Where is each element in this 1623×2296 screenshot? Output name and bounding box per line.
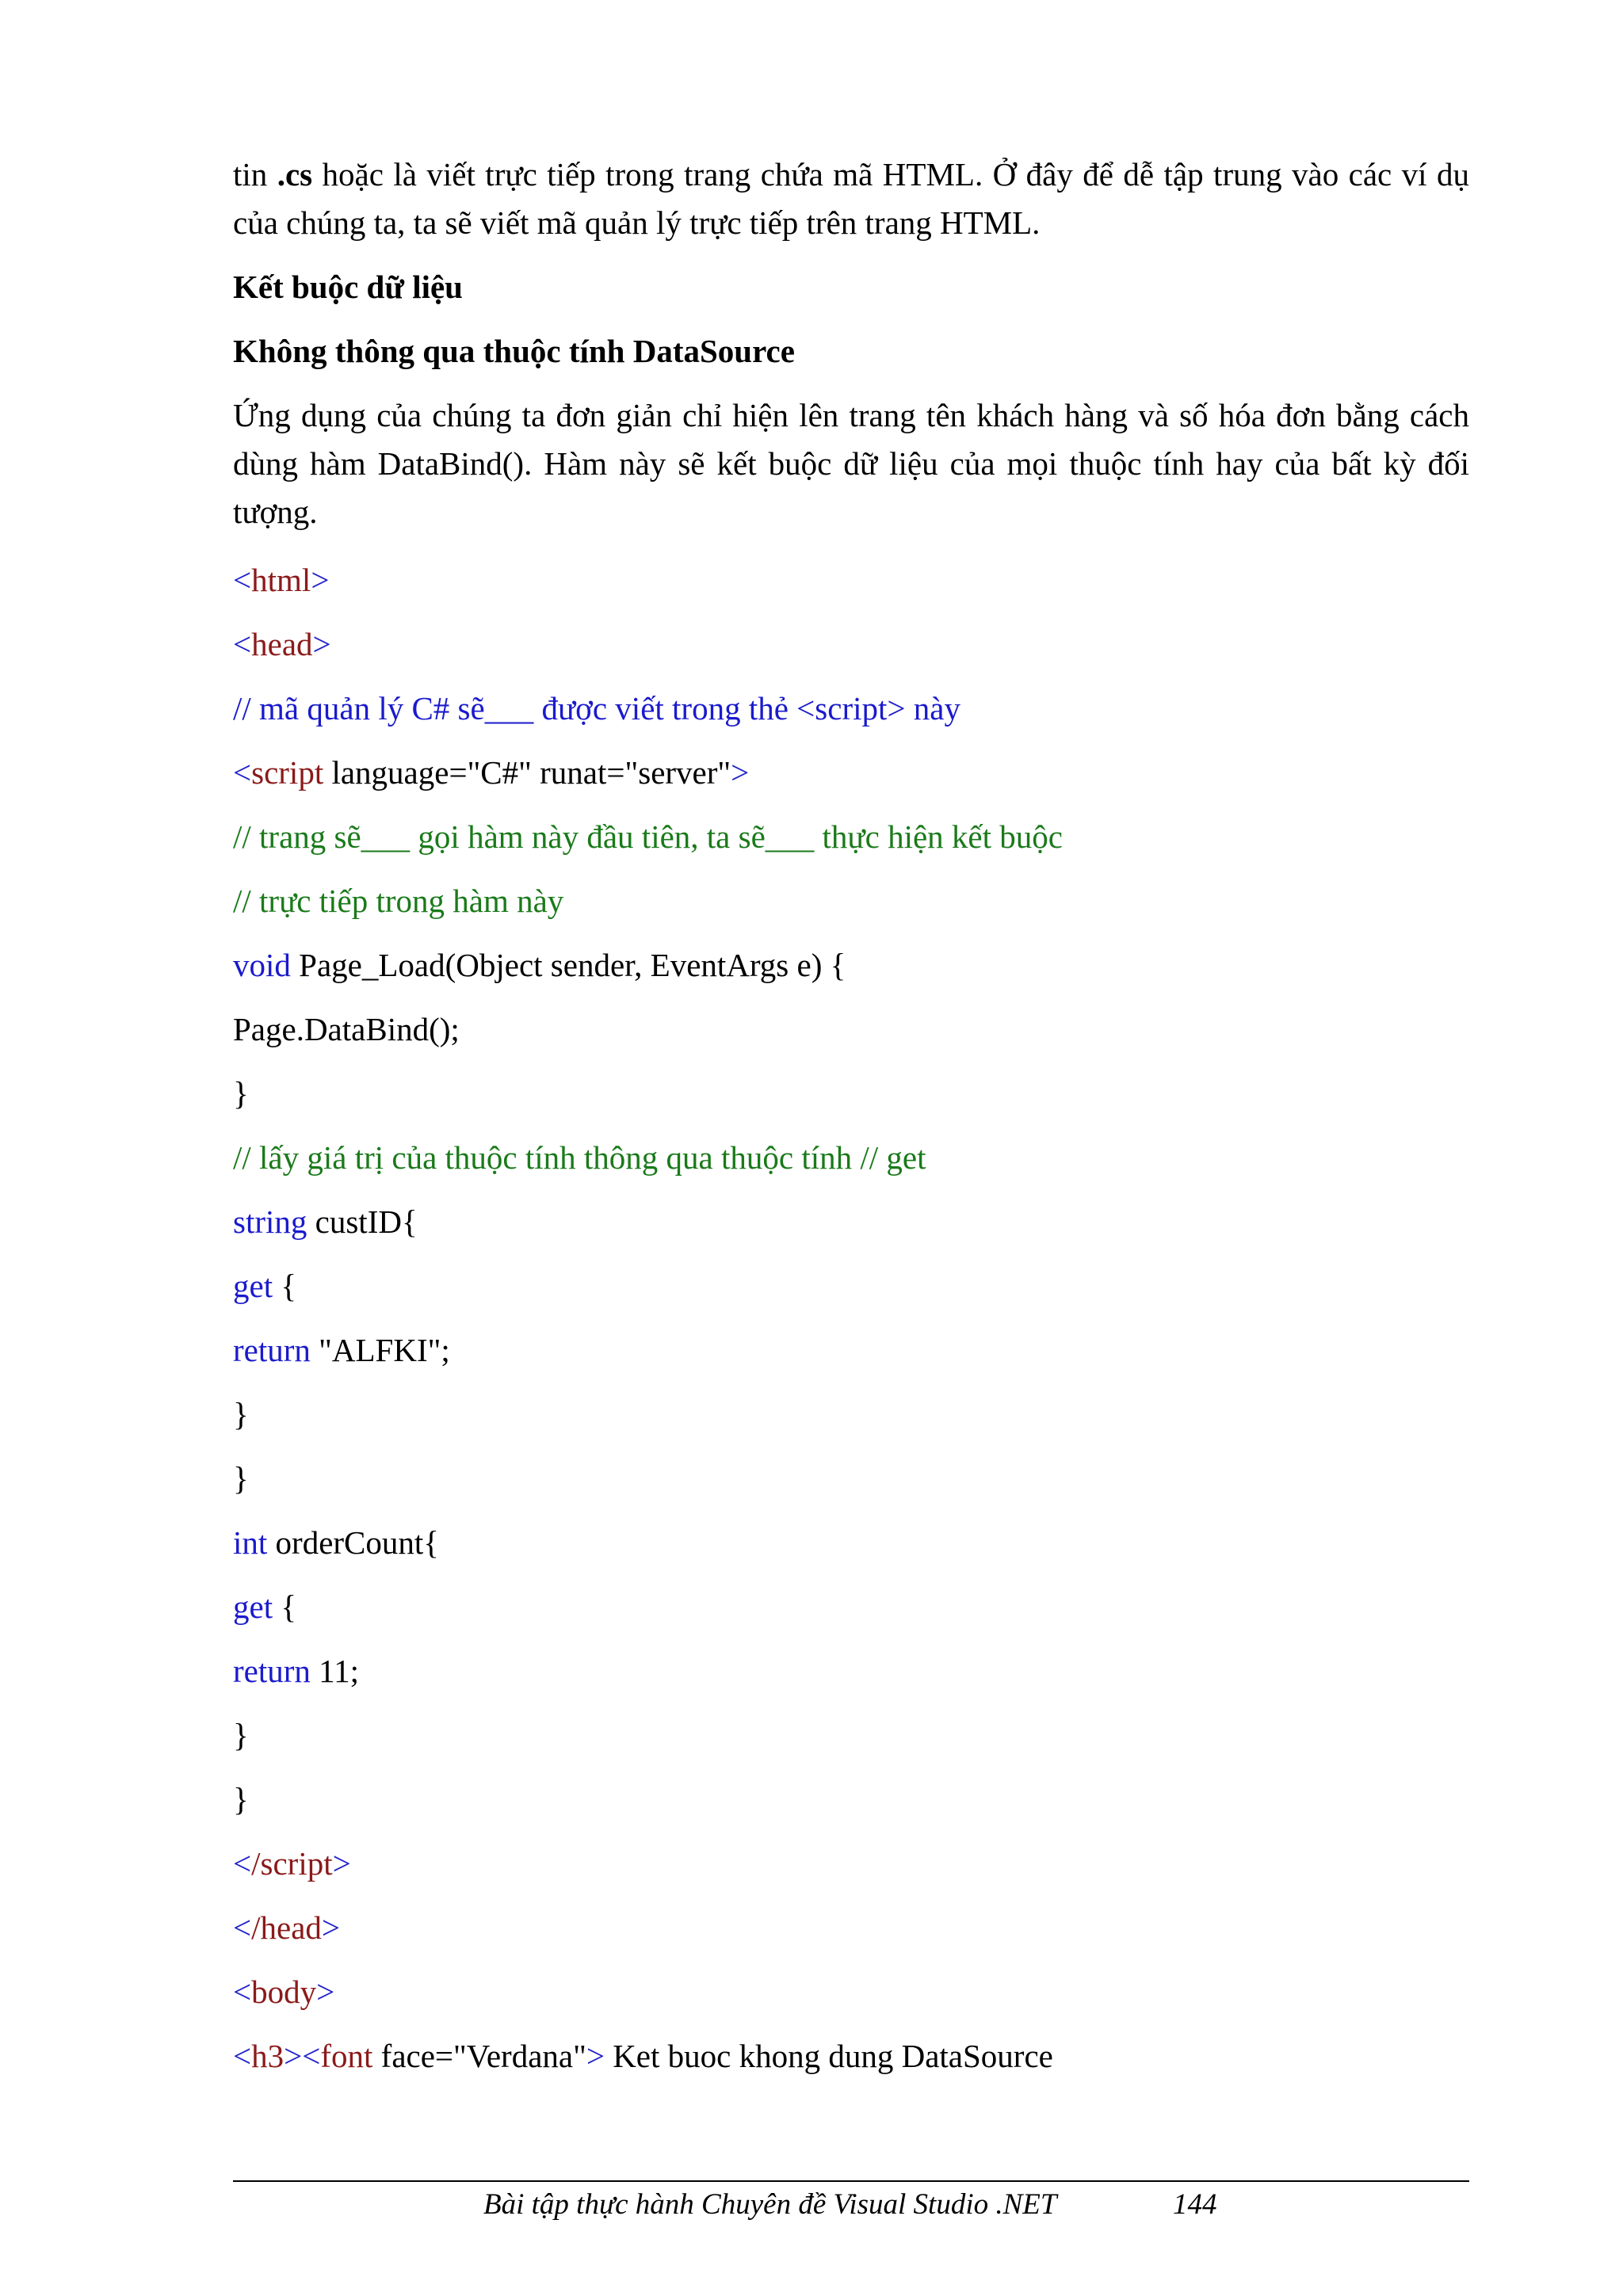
- code-line: </head>: [233, 1909, 341, 1946]
- code-line: void Page_Load(Object sender, EventArgs e) {: [233, 947, 846, 983]
- code-comment: // trang sẽ___ gọi hàm này đầu tiên, ta sẽ___ thực hiện kết buộc: [233, 818, 1063, 855]
- subsection-heading: Không thông qua thuộc tính DataSource: [233, 333, 795, 369]
- code-line: <head>: [233, 626, 331, 662]
- document-body: [233, 151, 1469, 552]
- code-line: string custID{: [233, 1203, 418, 1240]
- intro-paragraph: [233, 151, 1469, 247]
- code-line: }: [233, 1460, 249, 1497]
- footer-divider: [233, 2180, 1469, 2182]
- description-paragraph: Ứng dụng của chúng ta đơn giản chỉ hiện lên trang tên khách hàng và số hóa đơn bằng cách dùng hàm DataBind(). Hàm này sẽ kết buộc dữ liệu của mọi thuộc tính hay của bất kỳ đối tượng.: [233, 397, 1469, 530]
- code-line: <html>: [233, 562, 330, 598]
- section-heading: Kết buộc dữ liệu: [233, 269, 463, 305]
- code-line: <script language="C#" runat="server">: [233, 754, 750, 791]
- code-line: Page.DataBind();: [233, 1011, 460, 1047]
- code-line: }: [233, 1717, 249, 1753]
- code-line: }: [233, 1396, 249, 1432]
- code-line: get {: [233, 1268, 297, 1304]
- page-number: 144: [1173, 2188, 1217, 2221]
- code-line: }: [233, 1781, 249, 1817]
- code-line: </script>: [233, 1845, 351, 1882]
- intro-bold: .cs: [277, 156, 313, 193]
- code-line: return 11;: [233, 1653, 360, 1689]
- intro-post: hoặc là viết trực tiếp trong trang chứa mã HTML. Ở đây để dễ tập trung vào các ví dụ của chúng ta, ta sẽ viết mã quản lý trực tiếp trên trang HTML.: [233, 156, 1469, 241]
- intro-pre: tin: [233, 156, 277, 193]
- code-line: get {: [233, 1589, 297, 1625]
- code-line: <body>: [233, 1974, 335, 2010]
- page-footer: [233, 2185, 1469, 2225]
- code-comment: // lấy giá trị của thuộc tính thông qua thuộc tính // get: [233, 1139, 926, 1176]
- footer-title: Bài tập thực hành Chuyên đề Visual Studio .NET: [483, 2188, 1057, 2221]
- code-comment: // mã quản lý C# sẽ___ được viết trong thẻ <script> này: [233, 690, 960, 727]
- code-line: return "ALFKI";: [233, 1332, 450, 1368]
- code-line: }: [233, 1075, 249, 1112]
- code-listing: [233, 548, 1469, 2088]
- code-line: <h3><font face="Verdana"> Ket buoc khong dung DataSource: [233, 2038, 1053, 2074]
- code-comment: // trực tiếp trong hàm này: [233, 883, 564, 919]
- code-line: int orderCount{: [233, 1524, 439, 1561]
